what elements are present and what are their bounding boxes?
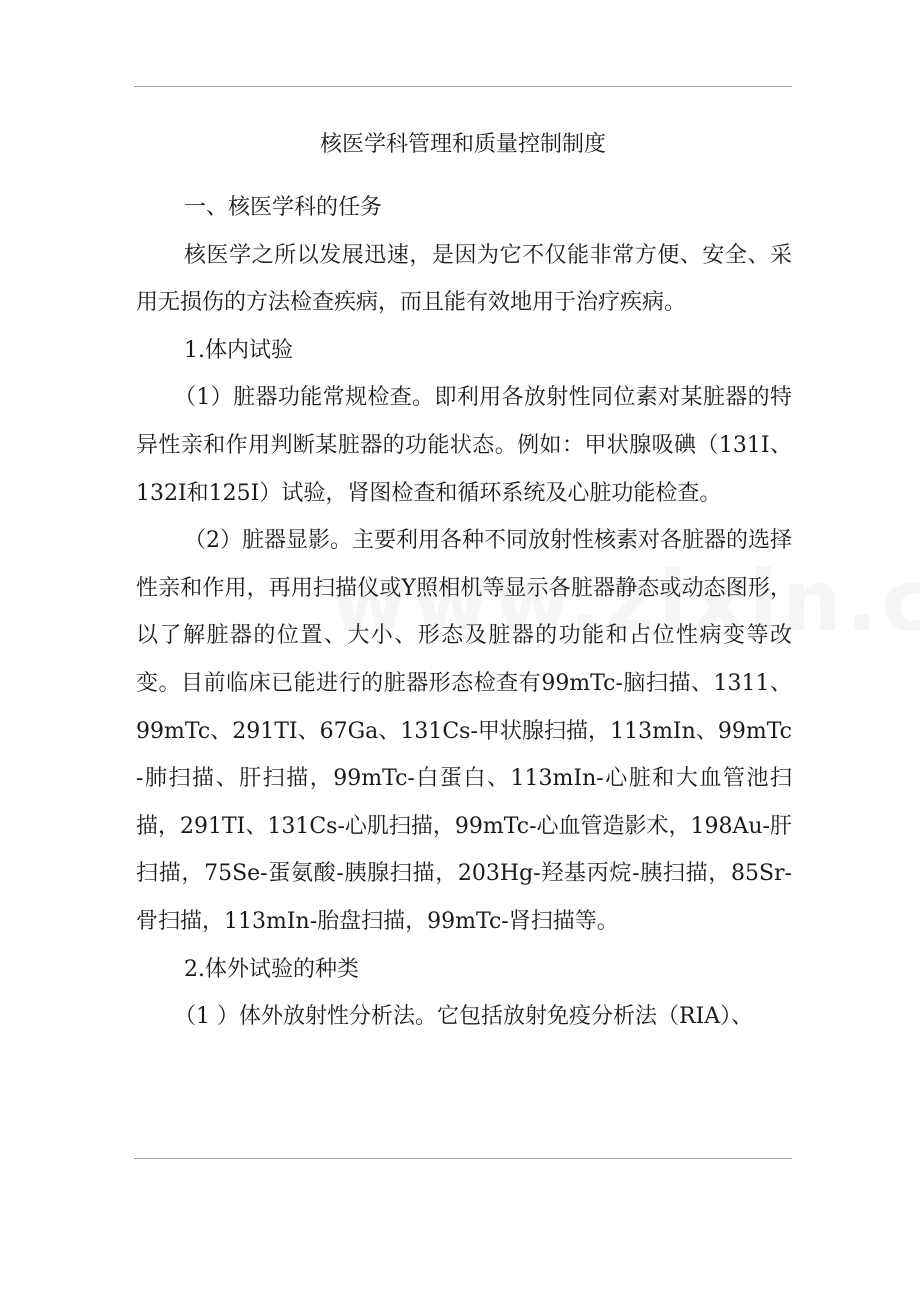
header-rule xyxy=(134,86,792,87)
section-heading: 一、核医学科的任务 xyxy=(184,195,383,220)
paragraph: （1 ）体外放射性分析法。它包括放射免疫分析法（RIA）、 xyxy=(174,1004,754,1030)
document-title: 核医学科管理和质量控制制度 xyxy=(319,132,606,157)
subsection-heading: 2.体外试验的种类 xyxy=(184,956,359,982)
paragraph: 核医学之所以发展迅速，是因为它不仅能非常方便、安全、采用无损伤的方法检查疾病，而且能有效地用于治疗疾病。 xyxy=(136,242,792,316)
document-body xyxy=(136,184,792,1041)
paragraph: （1）脏器功能常规检查。即利用各放射性同位素对某脏器的特异性亲和作用判断某脏器的功能状态。例如：甲状腺吸碘（131I、132I和125I）试验，肾图检查和循环系统及心脏功能检查。 xyxy=(136,385,792,506)
footer-rule xyxy=(134,1158,792,1159)
subsection-heading: 1.体内试验 xyxy=(184,337,293,363)
paragraph: （2）脏器显影。主要利用各种不同放射性核素对各脏器的选择性亲和作用，再用扫描仪或Y照相机等显示各脏器静态或动态图形，以了解脏器的位置、大小、形态及脏器的功能和占位性病变等改变。目前临床已能进行的脏器形态检查有99mTc-脑扫描、1311、99mTc、291TI、67Ga、131Cs-甲状腺扫描，113mIn、99mTc-肺扫描、肝扫描，99mTc-白蛋白、113mIn-心脏和大血管池扫描，291TI、131Cs-心肌扫描，99mTc-心血管造影术，198Au-肝扫描，75Se-蛋氨酸-胰腺扫描，203Hg-羟基丙烷-胰扫描，85Sr-骨扫描，113mIn-胎盘扫描，99mTc-肾扫描等。 xyxy=(136,528,792,934)
